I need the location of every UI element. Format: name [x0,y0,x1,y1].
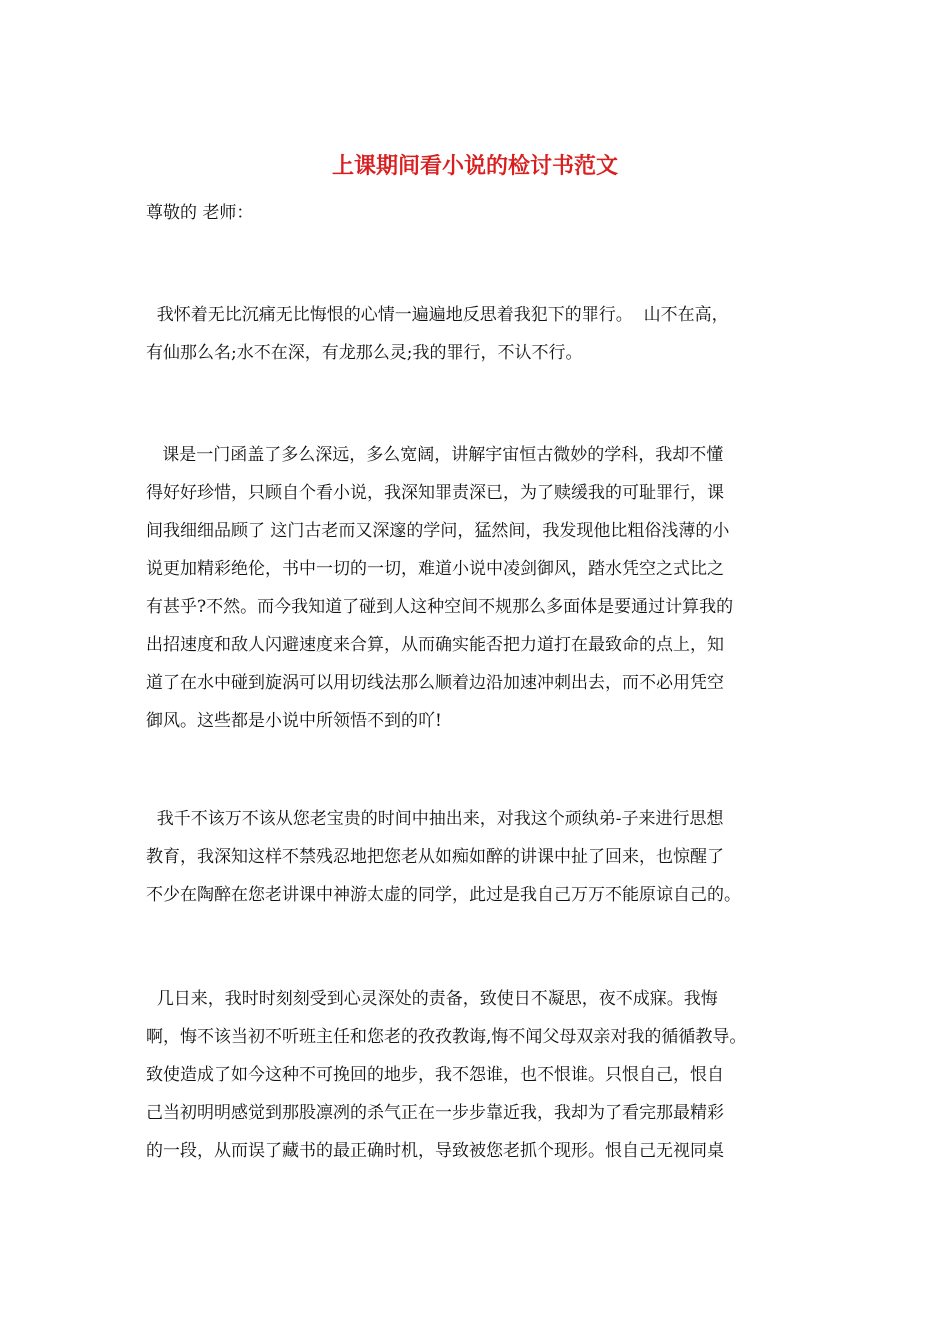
paragraph-line: 道了在水中碰到旋涡可以用切线法那么顺着边沿加速冲刺出去，而不必用凭空 [146,673,724,693]
paragraph-line: 课是一门函盖了多么深远，多么宽阔，讲解宇宙恒古微妙的学科，我却不懂 [146,445,724,465]
paragraph-4 [146,980,826,1170]
paragraph-3 [146,800,826,914]
paragraph-line: 间我细细品顾了 这门古老而又深邃的学问，猛然间，我发现他比粗俗浅薄的小 [146,521,730,541]
paragraph-line: 致使造成了如今这种不可挽回的地步，我不怨谁，也不恨谁。只恨自己，恨自 [146,1065,724,1085]
paragraph-line: 说更加精彩绝伦，书中一切的一切，难道小说中凌剑御风，踏水凭空之式比之 [146,559,724,579]
paragraph-line: 御风。这些都是小说中所领悟不到的吖! [146,711,442,731]
paragraph-line: 教育，我深知这样不禁残忍地把您老从如痴如醉的讲课中扯了回来，也惊醒了 [146,847,724,867]
paragraph-1 [146,296,826,372]
paragraph-line: 啊，悔不该当初不听班主任和您老的孜孜教诲,悔不闻父母双亲对我的循循教导。 [146,1027,747,1047]
paragraph-2 [146,436,826,740]
paragraph-line: 有甚乎?不然。而今我知道了碰到人这种空间不规那么多面体是要通过计算我的 [146,597,734,617]
salutation: 尊敬的 老师： [146,203,254,223]
document-title: 上课期间看小说的检讨书范文 [331,153,618,179]
paragraph-line: 我千不该万不该从您老宝贵的时间中抽出来，对我这个顽纨弟-子来进行思想 [146,809,724,829]
paragraph-line: 出招速度和敌人闪避速度来合算，从而确实能否把力道打在最致命的点上，知 [146,635,724,655]
paragraph-line: 得好好珍惜，只顾自个看小说，我深知罪责深已，为了赎缓我的可耻罪行，课 [146,483,724,503]
paragraph-line: 己当初明明感觉到那股凛冽的杀气正在一步步靠近我，我却为了看完那最精彩 [146,1103,724,1123]
paragraph-line: 的一段，从而误了藏书的最正确时机，导致被您老抓个现形。恨自己无视同桌 [146,1141,724,1161]
paragraph-line: 有仙那么名;水不在深，有龙那么灵;我的罪行，不认不行。 [146,343,583,363]
paragraph-line: 我怀着无比沉痛无比悔恨的心情一遍遍地反思着我犯下的罪行。 山不在高， [146,305,729,325]
paragraph-line: 几日来，我时时刻刻受到心灵深处的责备，致使日不凝思，夜不成寐。我悔 [146,989,718,1009]
paragraph-line: 不少在陶醉在您老讲课中神游太虚的同学，此过是我自己万万不能原谅自己的。 [146,885,741,905]
